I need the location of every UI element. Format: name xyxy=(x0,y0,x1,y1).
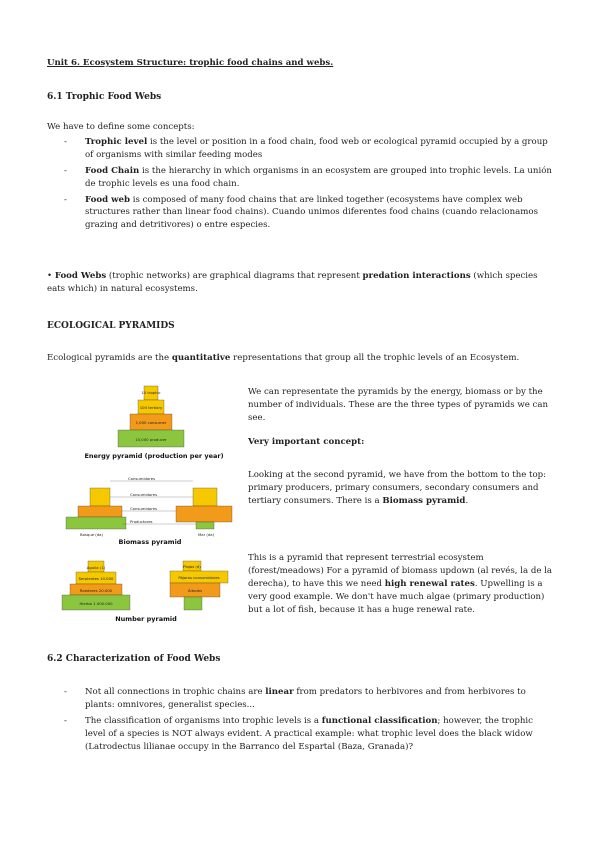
svg-text:Serpientes 10.000: Serpientes 10.000 xyxy=(78,576,114,581)
characterization-list xyxy=(47,686,552,756)
energy-pyramid xyxy=(84,386,223,460)
pyramids-figure xyxy=(58,381,238,631)
section-6-1-intro: We have to define some concepts: xyxy=(47,122,195,132)
section-6-1-heading: 6.1 Trophic Food Webs xyxy=(47,92,162,102)
svg-text:Árboles: Árboles xyxy=(187,588,203,593)
list-item: - Food Chain is the hierarchy in which organisms in an ecosystem are grouped into trophic levels. La unión de trophic levels es una food chain. xyxy=(64,165,552,189)
biomass-mid-label: Consumidores xyxy=(130,506,158,511)
svg-text:Hierba 1.000.000: Hierba 1.000.000 xyxy=(79,601,113,606)
biomass-right-label: Mar (da) xyxy=(198,532,215,537)
section-6-2-heading: 6.2 Characterization of Food Webs xyxy=(47,654,221,664)
biomass-explanation: Looking at the second pyramid, we have from the bottom to the top: primary producers, primary consumers, secondary consumers and tertiary consumers. There is a Biomass pyramid. xyxy=(248,470,547,506)
list-item: - Trophic level is the level or position in a food chain, food web or ecological pyramid occupied by a group of organisms with similar feeding modes xyxy=(64,137,548,160)
biomass-mid-label: Consumidores xyxy=(130,492,158,497)
svg-text:Roedores 20.000: Roedores 20.000 xyxy=(79,588,113,593)
list-item: - The classification of organisms into trophic levels is a functional classification; however, the trophic level of a species is NOT always evident. A practical example: what trophic level does the black widow (Latrodectus lilianae occupy in the Barranco del Espartal (Baza, Granada)? xyxy=(64,715,533,752)
energy-pyramid-caption: Energy pyramid (production per year) xyxy=(84,452,224,460)
biomass-mid-label: Productores xyxy=(130,519,153,524)
number-pyramid xyxy=(62,561,228,623)
pyramids-description: We can representate the pyramids by the energy, biomass or by the number of individuals. These are the three types of pyramids we can see. xyxy=(248,387,548,423)
energy-label-4: 10 trophic xyxy=(141,390,161,395)
number-pyramid-caption: Number pyramid xyxy=(115,615,177,623)
svg-text:Pájaros consumidores: Pájaros consumidores xyxy=(178,575,220,580)
svg-text:Piojos (d): Piojos (d) xyxy=(183,564,201,569)
eco-pyramids-heading: ECOLOGICAL PYRAMIDS xyxy=(47,321,175,331)
food-webs-paragraph: • Food Webs (trophic networks) are graphical diagrams that represent predation interactions (which species eats which) in natural ecosystems. xyxy=(47,271,538,294)
svg-text:Aguila (1): Aguila (1) xyxy=(86,565,106,570)
biomass-mid-label: Consumidores xyxy=(128,476,156,481)
list-item: - Not all connections in trophic chains are linear from predators to herbivores and from herbivores to plants: omnivores, generalist species... xyxy=(64,687,526,710)
biomass-pyramid-caption: Biomass pyramid xyxy=(118,538,182,546)
concepts-list xyxy=(47,136,552,235)
renewal-explanation: This is a pyramid that represent terrestrial ecosystem (forest/meadows) For a pyramid of biomass updown (al revés, la de la derecha), to have this we need high renewal rates. Upwelling is a very good example. We don't have much algae (primary production) but a lot of fish, because it has a huge renewal rate. xyxy=(248,553,553,615)
eco-pyramids-intro: Ecological pyramids are the quantitative representations that group all the trophic levels of an Ecosystem. xyxy=(47,353,520,363)
biomass-pyramid xyxy=(66,476,232,546)
energy-label-2: 1,000 consumer xyxy=(135,420,167,425)
list-item: - Food web is composed of many food chains that are linked together (ecosystems have complex web structures rather than linear food chains). Cuando unimos diferentes food chains (cuando relacionamos grazing and detritivores) o entre especies. xyxy=(64,194,538,231)
energy-label-3: 100 tertiary xyxy=(139,405,163,410)
unit-title: Unit 6. Ecosystem Structure: trophic food chains and webs. xyxy=(47,58,334,68)
concept-heading: Very important concept: xyxy=(248,437,365,447)
energy-label-1: 10,000 producer xyxy=(135,437,167,442)
biomass-left-label: Bosque (da) xyxy=(80,532,103,537)
